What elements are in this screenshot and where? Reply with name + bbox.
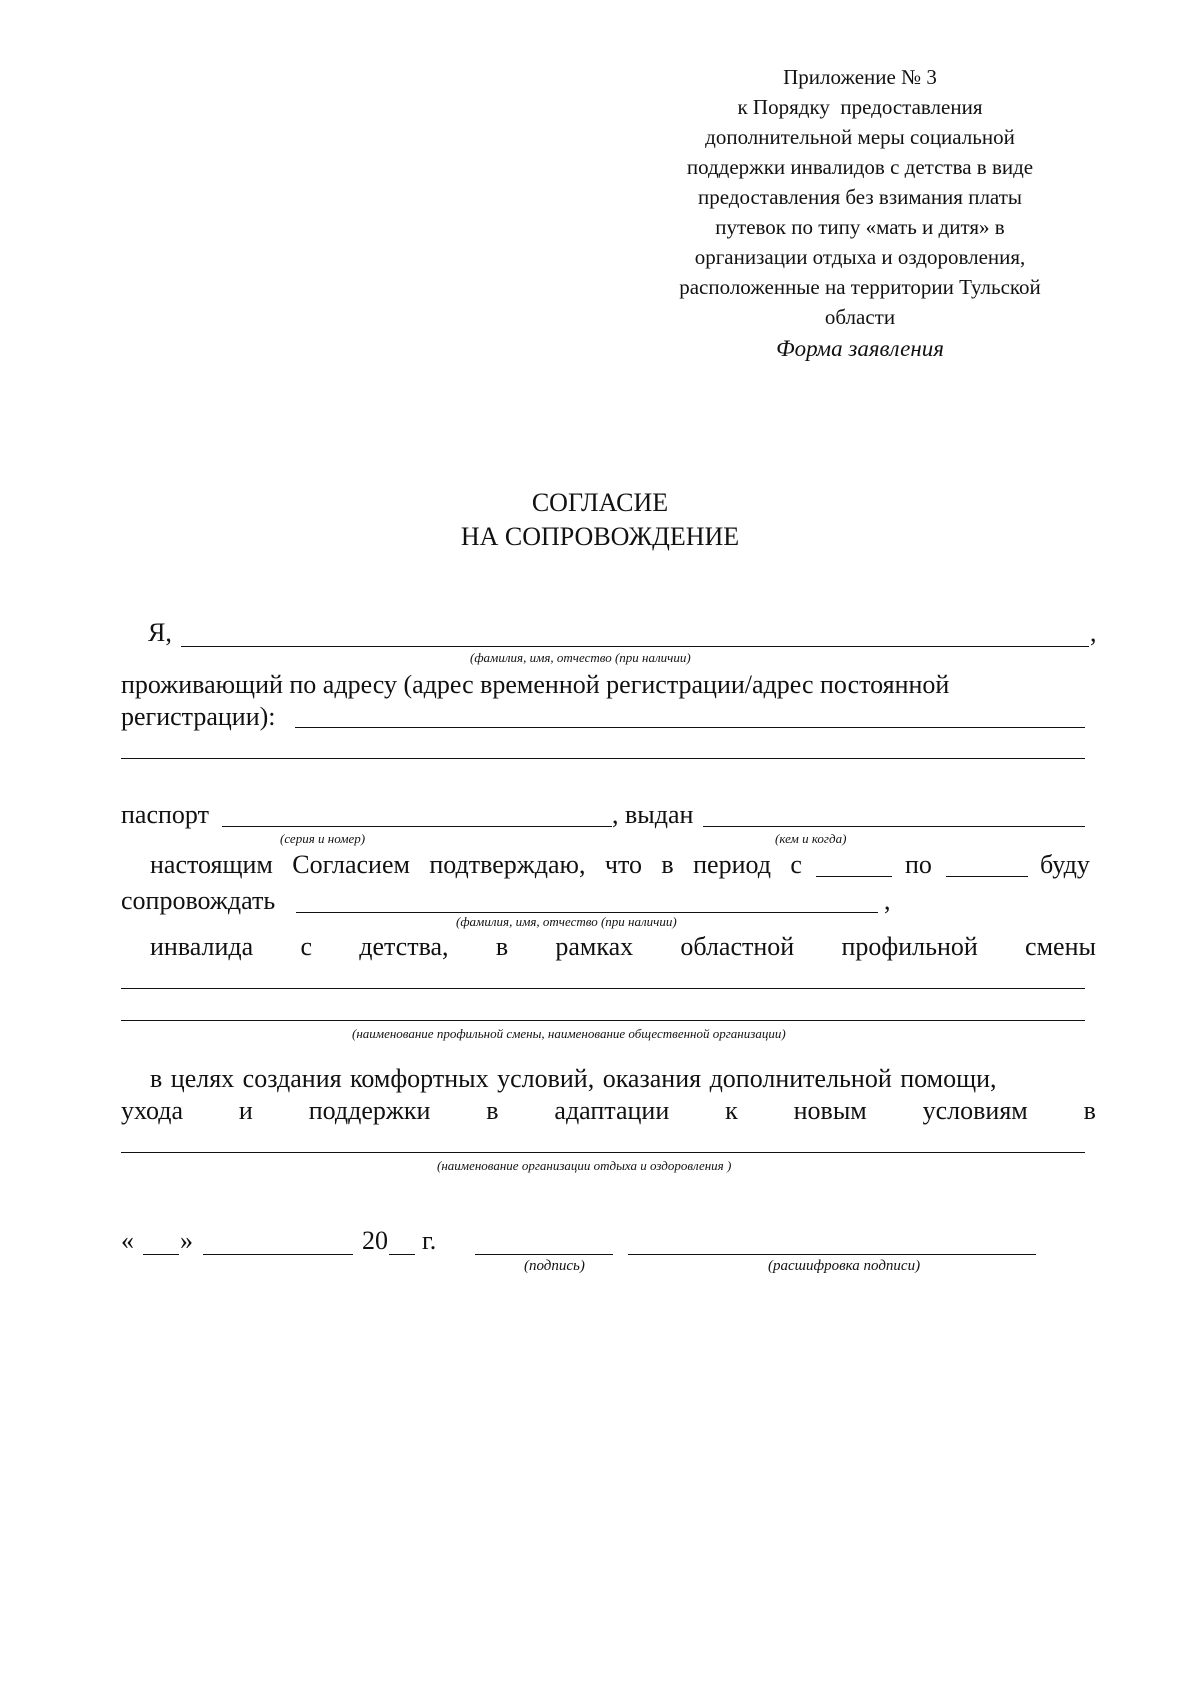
purpose-text: в целях создания комфортных условий, оказания дополнительной помощи, [150, 1064, 997, 1093]
shift-field-2[interactable] [121, 1020, 1085, 1021]
shift-field[interactable] [121, 988, 1085, 989]
month-field[interactable] [203, 1254, 353, 1255]
year-prefix: 20 [362, 1226, 388, 1255]
date-close-quote: » [180, 1226, 193, 1255]
signature-decoding-field[interactable] [628, 1254, 1036, 1255]
annex-line: области [824, 305, 896, 329]
address-field-2[interactable] [121, 758, 1085, 759]
fio-field[interactable] [181, 646, 1089, 647]
day-field[interactable] [143, 1254, 179, 1255]
budu-label: буду [1040, 850, 1090, 879]
date-open-quote: « [121, 1226, 134, 1255]
annex-line: Приложение № 3 [783, 65, 937, 89]
year-suffix: г. [422, 1226, 437, 1255]
annex-line: организации отдыха и оздоровления, [694, 245, 1026, 269]
annex-line: расположенные на территории Тульской [679, 275, 1041, 299]
hint-org: (наименование организации отдыха и оздоровления ) [437, 1158, 732, 1173]
comma: , [1090, 618, 1097, 647]
passport-number-field[interactable] [222, 826, 612, 827]
period-to-field[interactable] [946, 876, 1028, 877]
hint-signature: (подпись) [524, 1258, 585, 1274]
purpose-text-2: ухода и поддержки в адаптации к новым условиям в [121, 1096, 1096, 1125]
issued-label: , выдан [612, 800, 694, 829]
annex-line: предоставления без взимания платы [697, 185, 1022, 209]
hint-decoding: (расшифровка подписи) [768, 1258, 921, 1274]
annex-line: путевок по типу «мать и дитя» в [715, 215, 1005, 239]
accompany-label: сопровождать [121, 886, 276, 915]
organization-field[interactable] [121, 1152, 1085, 1153]
hint-issued: (кем и когда) [775, 831, 847, 846]
signature-field[interactable] [475, 1254, 613, 1255]
document-title: СОГЛАСИЕ [531, 488, 669, 517]
passport-label: паспорт [121, 800, 209, 829]
child-fio-field[interactable] [296, 912, 878, 913]
ya-label: Я, [148, 618, 172, 647]
confirm-text: настоящим Согласием подтверждаю, что в период с [150, 850, 802, 879]
annex-line: поддержки инвалидов с детства в виде [686, 155, 1034, 179]
year-field[interactable] [389, 1254, 415, 1255]
period-from-field[interactable] [816, 876, 892, 877]
passport-issued-field[interactable] [703, 826, 1085, 827]
hint-fio: (фамилия, имя, отчество (при наличии) [470, 650, 691, 665]
hint-fio-2: (фамилия, имя, отчество (при наличии) [456, 914, 677, 929]
hint-shift: (наименование профильной смены, наименование общественной организации) [352, 1026, 786, 1041]
annex-header [630, 62, 1090, 364]
address-field[interactable] [295, 727, 1085, 728]
po-label: по [905, 850, 932, 879]
form-label: Форма заявления [776, 336, 944, 361]
hint-series: (серия и номер) [280, 831, 366, 846]
document-subtitle: НА СОПРОВОЖДЕНИЕ [460, 522, 740, 551]
comma-2: , [884, 886, 891, 915]
invalid-text: инвалида с детства, в рамках областной профильной смены [150, 932, 1096, 961]
annex-line: к Порядку предоставления [737, 95, 983, 119]
residing-text: проживающий по адресу (адрес временной регистрации/адрес постоянной [121, 670, 950, 699]
residing-text-2: регистрации): [121, 702, 276, 731]
annex-line: дополнительной меры социальной [705, 125, 1015, 149]
